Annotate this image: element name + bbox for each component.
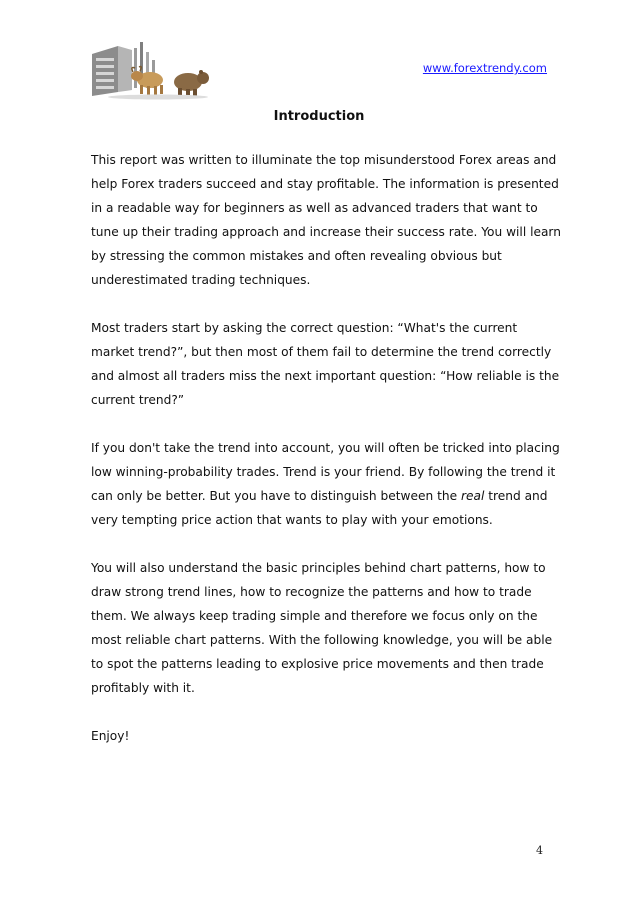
paragraph-3	[91, 436, 561, 532]
site-url-link[interactable]: www.forextrendy.com	[422, 61, 547, 75]
paragraph-4: You will also understand the basic principles behind chart patterns, how to draw strong trend lines, how to recognize the patterns and how to trade them. We always keep trading simple and therefore we focus only on the most reliable chart patterns. With the following knowledge, you will be able to spot the patterns leading to explosive price movements and then trade profitably with it.	[91, 561, 553, 695]
paragraph-2: Most traders start by asking the correct question: “What's the current market trend?”, but then most of them fail to determine the trend correctly and almost all traders miss the next important question: “How reliable is the current trend?”	[91, 321, 560, 407]
paragraph-5: Enjoy!	[91, 729, 130, 743]
page-number: 4	[536, 844, 543, 857]
paragraph-1: This report was written to illuminate the top misunderstood Forex areas and help Forex traders succeed and stay profitable. The information is presented in a readable way for beginners as well as advanced traders that want to tune up their trading approach and increase their success rate. You will learn by stressing the common mistakes and often revealing obvious but underestimated trading techniques.	[91, 153, 561, 287]
paragraph-3-emphasis: real	[460, 489, 485, 503]
page-title: Introduction	[273, 109, 365, 124]
bull-and-bear-logo-icon	[88, 40, 214, 100]
paragraph-3-after: trend and very tempting price action that wants to play with your emotions.	[91, 489, 548, 527]
paragraph-3-before: If you don't take the trend into account, you will often be tricked into placing low winning-probability trades. Trend is your friend. By following the trend it can only be better. But you have to distinguish between the	[91, 441, 560, 503]
document-body	[91, 148, 561, 772]
